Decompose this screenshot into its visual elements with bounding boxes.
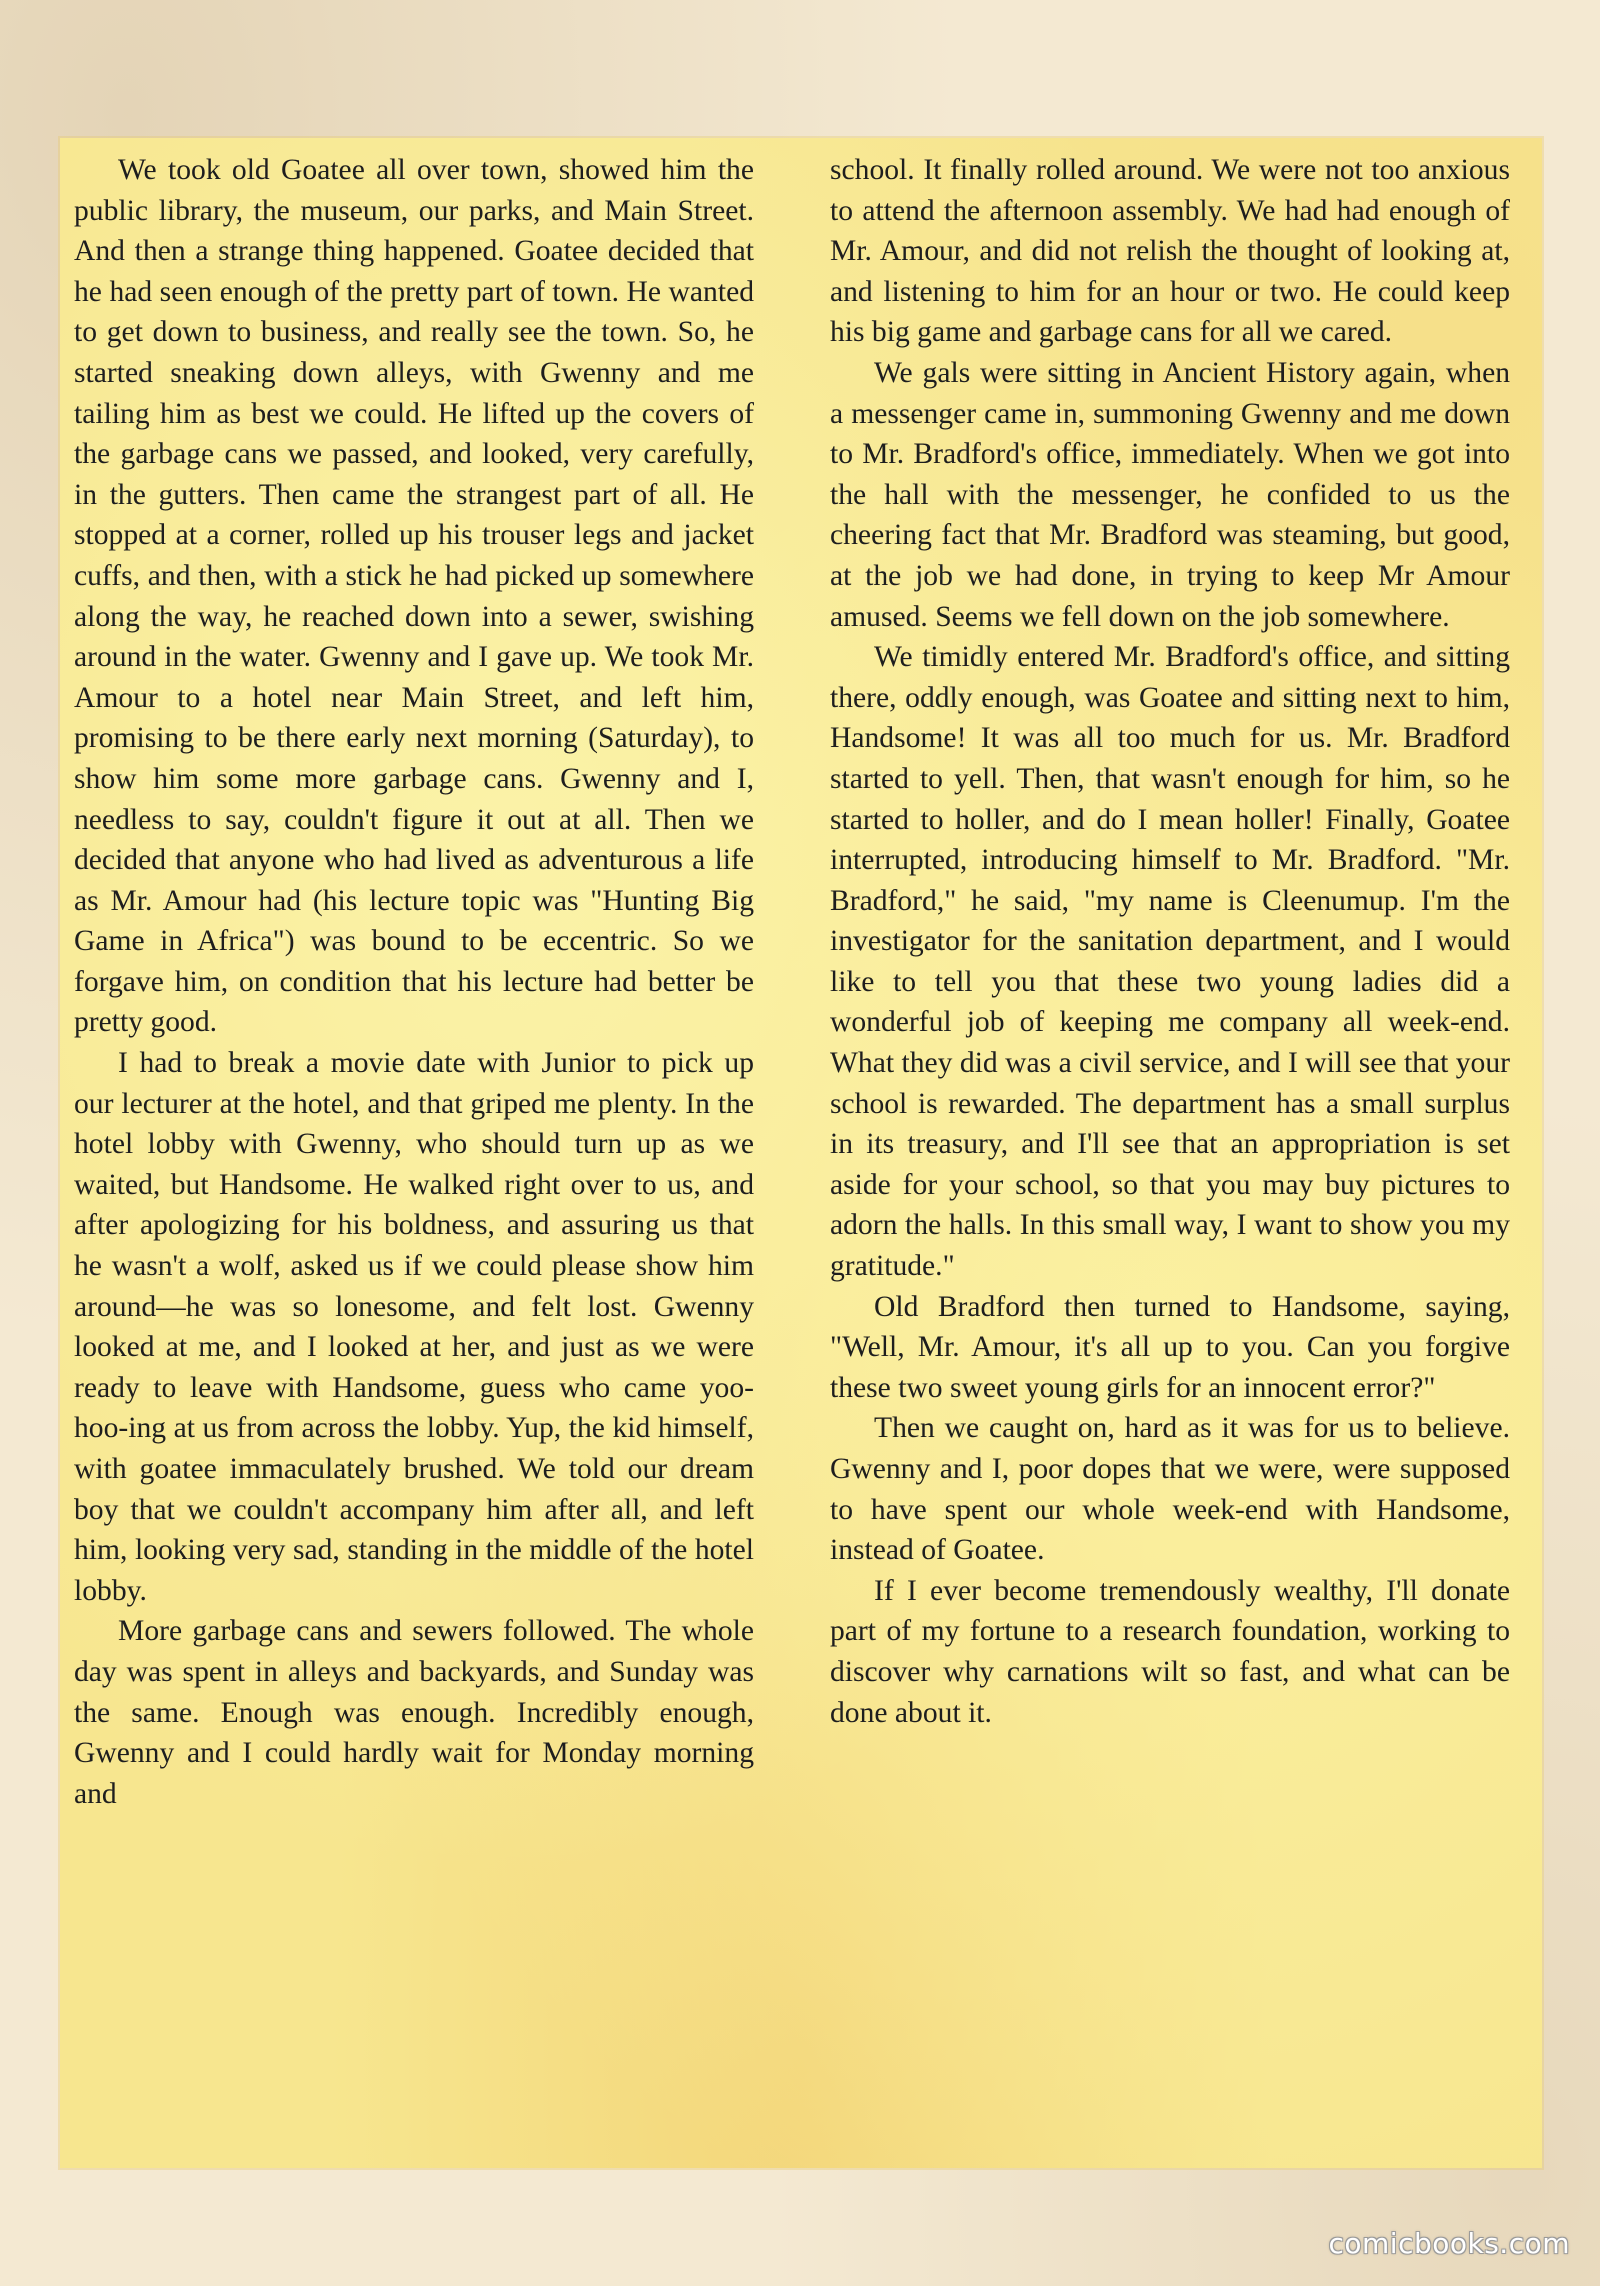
paragraph: We timidly entered Mr. Bradford's office, and sitting there, oddly enough, was Goatee and sitting next to him, Handsome! It was all too much for us. Mr. Bradford started to yell. Then, that wasn't enough for him, so he started to holler, and do I mean holler! Finally, Goatee interrupted, introducing himself to Mr. Bradford. "Mr. Bradford," he said, "my name is Cleenumup. I'm the investigator for the sanitation department, and I would like to tell you that these two young ladies did a wonderful job of keeping me company all week-end. What they did was a civil service, and I will see that your school is rewarded. The department has a small surplus in its treasury, and I'll see that an appropriation is set aside for your school, so that you may buy pictures to adorn the halls. In this small way, I want to show you my gratitude." — [830, 641, 1510, 1283]
left-text-column — [74, 150, 754, 1814]
paragraph: Old Bradford then turned to Handsome, saying, "Well, Mr. Amour, it's all up to you. Can you forgive these two sweet young girls for an innocent error?" — [830, 1290, 1510, 1404]
paragraph: We gals were sitting in Ancient History again, when a messenger came in, summoning Gwenny and me down to Mr. Bradford's office, immediately. When we got into the hall with the messenger, he confided to us the cheering fact that Mr. Bradford was steaming, but good, at the job we had done, in trying to keep Mr Amour amused. Seems we fell down on the job somewhere. — [830, 356, 1510, 633]
paragraph: I had to break a movie date with Junior to pick up our lecturer at the hotel, and that griped me plenty. In the hotel lobby with Gwenny, who should turn up as we waited, but Handsome. He walked right over to us, and after apologizing for his boldness, and assuring us that he wasn't a wolf, asked us if we could please show him around—he was so lonesome, and felt lost. Gwenny looked at me, and I looked at her, and just as we were ready to leave with Handsome, guess who came yoo-hoo-ing at us from across the lobby. Yup, the kid himself, with goatee immaculately brushed. We told our dream boy that we couldn't accompany him after all, and left him, looking very sad, standing in the middle of the hotel lobby. — [74, 1047, 754, 1607]
site-watermark: comicbooks.com — [1328, 2227, 1570, 2260]
paragraph: Then we caught on, hard as it was for us to believe. Gwenny and I, poor dopes that we were, were supposed to have spent our whole week-end with Handsome, instead of Goatee. — [830, 1412, 1510, 1567]
right-text-column — [830, 150, 1510, 1733]
paragraph: More garbage cans and sewers followed. The whole day was spent in alleys and backyards, and Sunday was the same. Enough was enough. Incredibly enough, Gwenny and I could hardly wait for Monday morning and — [74, 1615, 754, 1810]
paragraph: We took old Goatee all over town, showed him the public library, the museum, our parks, and Main Street. And then a strange thing happened. Goatee decided that he had seen enough of the pretty part of town. He wanted to get down to business, and really see the town. So, he started sneaking down alleys, with Gwenny and me tailing him as best we could. He lifted up the covers of the garbage cans we passed, and looked, very carefully, in the gutters. Then came the strangest part of all. He stopped at a corner, rolled up his trouser legs and jacket cuffs, and then, with a stick he had picked up somewhere along the way, he reached down into a sewer, swishing around in the water. Gwenny and I gave up. We took Mr. Amour to a hotel near Main Street, and left him, promising to be there early next morning (Saturday), to show him some more garbage cans. Gwenny and I, needless to say, couldn't figure it out at all. Then we decided that anyone who had lived as adventurous a life as Mr. Amour had (his lecture topic was "Hunting Big Game in Africa") was bound to be eccentric. So we forgave him, on condition that his lecture had better be pretty good. — [74, 154, 754, 1039]
paragraph-continued: school. It finally rolled around. We were not too anxious to attend the afternoon assembly. We had had enough of Mr. Amour, and did not relish the thought of looking at, and listening to him for an hour or two. He could keep his big game and garbage cans for all we cared. — [830, 154, 1510, 349]
paragraph: If I ever become tremendously wealthy, I'll donate part of my fortune to a research foundation, working to discover why carnations wilt so fast, and what can be done about it. — [830, 1574, 1510, 1729]
